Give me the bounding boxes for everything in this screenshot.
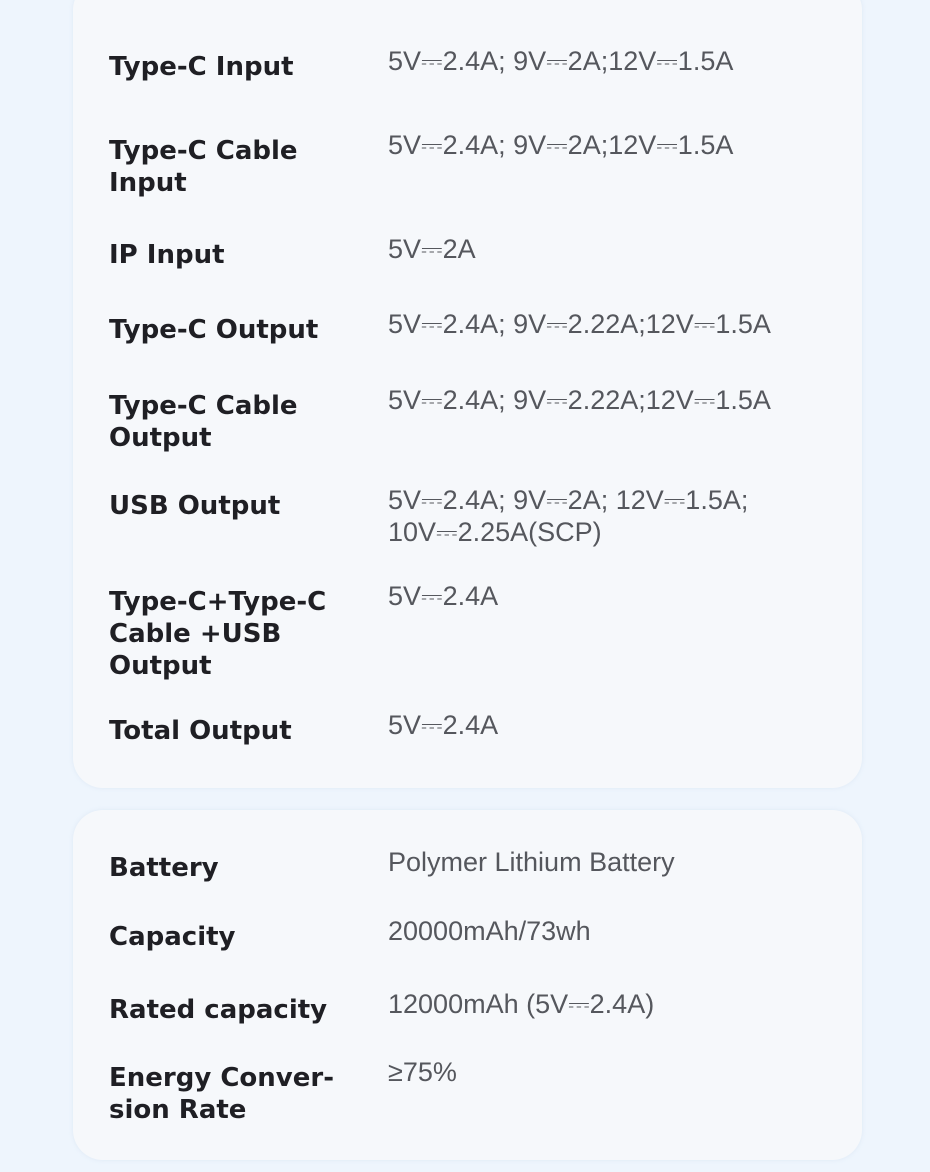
spec-value: 5V⎓2.4A; 9V⎓2.22A;12V⎓1.5A xyxy=(388,309,771,339)
io-spec-card xyxy=(73,0,862,788)
spec-label: Type-C Input xyxy=(109,52,294,82)
spec-value: 5V⎓2.4A xyxy=(388,710,499,740)
spec-value: 5V⎓2.4A; 9V⎓2A; 12V⎓1.5A; 10V⎓2.25A(SCP) xyxy=(388,485,749,547)
spec-label: IP Input xyxy=(109,240,225,270)
spec-value: 5V⎓2.4A; 9V⎓2.22A;12V⎓1.5A xyxy=(388,385,771,415)
spec-value: ≥75% xyxy=(388,1057,457,1087)
spec-label: Rated capacity xyxy=(109,995,328,1025)
spec-label: Battery xyxy=(109,853,219,883)
spec-value: Polymer Lithium Battery xyxy=(388,847,675,877)
spec-label: Energy Conver- sion Rate xyxy=(109,1063,334,1125)
spec-label: Type-C Output xyxy=(109,315,319,345)
spec-value: 12000mAh (5V⎓2.4A) xyxy=(388,989,655,1019)
spec-value: 5V⎓2.4A; 9V⎓2A;12V⎓1.5A xyxy=(388,46,734,76)
spec-label: Type-C Cable Input xyxy=(109,136,298,198)
spec-label: USB Output xyxy=(109,491,281,521)
spec-value: 5V⎓2.4A; 9V⎓2A;12V⎓1.5A xyxy=(388,130,734,160)
spec-value: 20000mAh/73wh xyxy=(388,916,591,946)
spec-label: Capacity xyxy=(109,922,236,952)
battery-spec-card xyxy=(73,810,862,1160)
spec-label: Type-C+Type-C Cable +USB Output xyxy=(109,587,327,681)
spec-label: Total Output xyxy=(109,716,292,746)
spec-value: 5V⎓2.4A xyxy=(388,581,499,611)
spec-label: Type-C Cable Output xyxy=(109,391,298,453)
spec-value: 5V⎓2A xyxy=(388,234,476,264)
